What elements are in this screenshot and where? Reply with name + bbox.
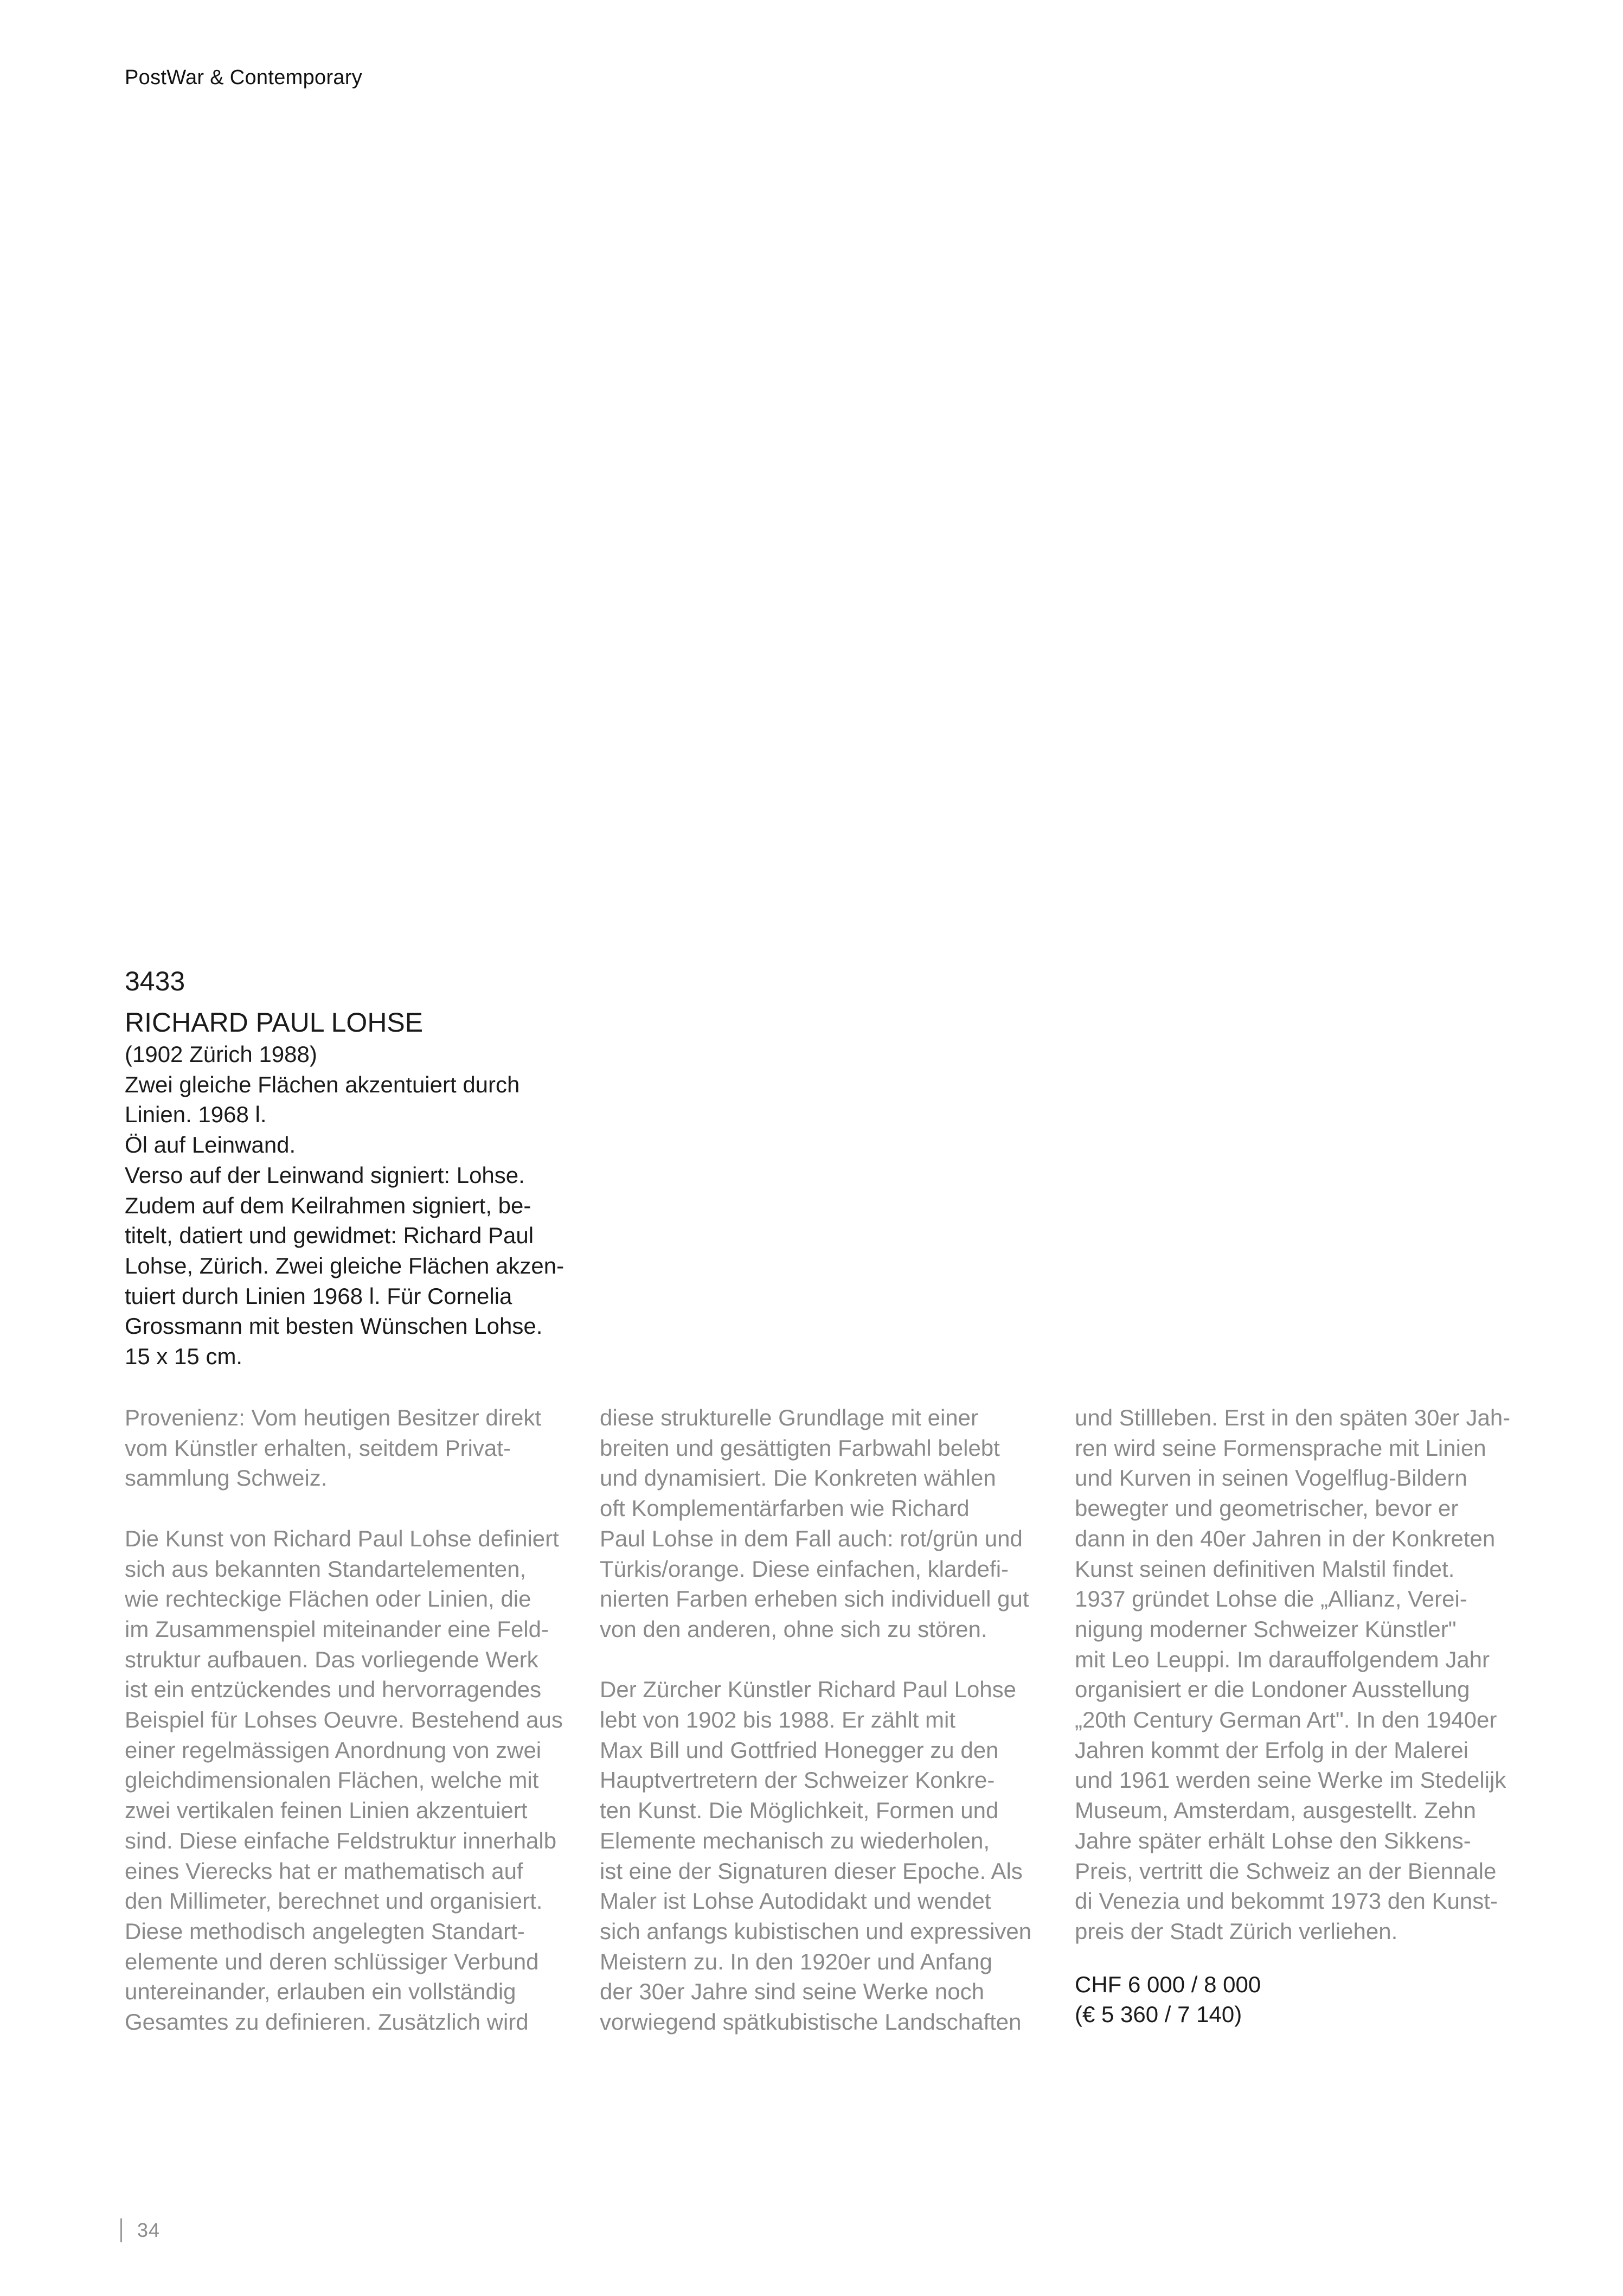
price-chf: CHF 6 000 / 8 000 (1075, 1971, 1261, 1997)
text-line: di Venezia und bekommt 1973 den Kunst- (1075, 1888, 1498, 1914)
text-line: und dynamisiert. Die Konkreten wählen (600, 1465, 996, 1491)
artist-name: RICHARD PAUL LOHSE (125, 1007, 424, 1038)
text-line: Jahre später erhält Lohse den Sikkens- (1075, 1827, 1471, 1853)
text-line: Türkis/orange. Diese einfachen, klardefi- (600, 1556, 1009, 1582)
detail-line: Zwei gleiche Flächen akzentuiert durch (125, 1071, 520, 1097)
detail-line: 15 x 15 cm. (125, 1344, 243, 1370)
text-line: gleichdimensionalen Flächen, welche mit (125, 1767, 539, 1793)
text-column-2 (600, 1403, 1055, 2037)
text-line: nigung moderner Schweizer Künstler" (1075, 1616, 1457, 1642)
text-line: mit Leo Leuppi. Im darauffolgendem Jahr (1075, 1646, 1490, 1672)
text-line: Jahren kommt der Erfolg in der Malerei (1075, 1737, 1468, 1763)
text-line: sind. Diese einfache Feldstruktur innerhalb (125, 1827, 557, 1853)
text-line: und Stillleben. Erst in den späten 30er Jah- (1075, 1405, 1511, 1430)
page-number: 34 (137, 2219, 161, 2241)
text-line: zwei vertikalen feinen Linien akzentuiert (125, 1798, 528, 1824)
detail-line: Öl auf Leinwand. (125, 1132, 296, 1158)
paragraph-gap (600, 1645, 1055, 1675)
text-line: sammlung Schweiz. (125, 1465, 328, 1491)
text-line: Hauptvertretern der Schweizer Konkre- (600, 1767, 995, 1793)
text-line: „20th Century German Art". In den 1940er (1075, 1707, 1497, 1733)
detail-line: titelt, datiert und gewidmet: Richard Paul (125, 1223, 534, 1249)
text-line: Provenienz: Vom heutigen Besitzer direkt (125, 1405, 542, 1430)
text-line: den Millimeter, berechnet und organisiert. (125, 1888, 543, 1914)
text-line: 1937 gründet Lohse die „Allianz, Verei- (1075, 1586, 1467, 1612)
text-line: diese strukturelle Grundlage mit einer (600, 1405, 979, 1430)
description-paragraph (600, 1403, 1055, 1645)
text-column-3 (1075, 1403, 1530, 2030)
text-line: sich aus bekannten Standartelementen, (125, 1556, 527, 1582)
text-line: ist eine der Signaturen dieser Epoche. Als (600, 1858, 1023, 1884)
detail-line: Linien. 1968 l. (125, 1102, 267, 1128)
text-column-1 (125, 1403, 580, 2037)
text-line: im Zusammenspiel miteinander eine Feld- (125, 1616, 549, 1642)
text-line: untereinander, erlauben ein vollständig (125, 1979, 516, 2005)
text-line: dann in den 40er Jahren in der Konkreten (1075, 1525, 1496, 1551)
page-footer (120, 2218, 160, 2242)
text-line: organisiert er die Londoner Ausstellung (1075, 1677, 1470, 1703)
text-line: Paul Lohse in dem Fall auch: rot/grün und (600, 1525, 1023, 1551)
text-line: Museum, Amsterdam, ausgestellt. Zehn (1075, 1798, 1476, 1824)
text-line: Der Zürcher Künstler Richard Paul Lohse (600, 1677, 1017, 1703)
text-line: nierten Farben erheben sich individuell gut (600, 1586, 1029, 1612)
text-line: Gesamtes zu definieren. Zusätzlich wird (125, 2009, 529, 2035)
text-line: Max Bill und Gottfried Honegger zu den (600, 1737, 999, 1763)
provenance (125, 1403, 580, 1493)
text-line: Die Kunst von Richard Paul Lohse definiert (125, 1525, 559, 1551)
text-line: sich anfangs kubistischen und expressiven (600, 1918, 1032, 1944)
text-line: Meistern zu. In den 1920er und Anfang (600, 1948, 992, 1974)
text-line: breiten und gesättigten Farbwahl belebt (600, 1435, 1000, 1461)
price-estimate (1075, 1969, 1530, 2030)
lot-details (125, 1039, 602, 1372)
text-line: und Kurven in seinen Vogelflug-Bildern (1075, 1465, 1467, 1491)
text-line: Kunst seinen definitiven Malstil findet. (1075, 1556, 1455, 1582)
section-title: PostWar & Contemporary (125, 66, 363, 89)
detail-line: Zudem auf dem Keilrahmen signiert, be- (125, 1192, 531, 1218)
price-eur: (€ 5 360 / 7 140) (1075, 2001, 1242, 2028)
text-line: eines Vierecks hat er mathematisch auf (125, 1858, 523, 1884)
text-line: struktur aufbauen. Das vorliegende Werk (125, 1646, 538, 1672)
text-line: bewegter und geometrischer, bevor er (1075, 1495, 1459, 1521)
text-line: ren wird seine Formensprache mit Linien (1075, 1435, 1486, 1461)
text-line: Preis, vertritt die Schweiz an der Biennale (1075, 1858, 1497, 1884)
biography-paragraph (1075, 1403, 1530, 1947)
text-line: ist ein entzückendes und hervorragendes (125, 1677, 542, 1703)
text-line: vom Künstler erhalten, seitdem Privat- (125, 1435, 511, 1461)
text-line: preis der Stadt Zürich verliehen. (1075, 1918, 1398, 1944)
text-line: ten Kunst. Die Möglichkeit, Formen und (600, 1798, 999, 1824)
description-paragraph (125, 1524, 580, 2037)
biography-paragraph (600, 1674, 1055, 2037)
lot-block (125, 964, 602, 1372)
text-line: Elemente mechanisch zu wiederholen, (600, 1827, 990, 1853)
text-line: einer regelmässigen Anordnung von zwei (125, 1737, 542, 1763)
text-line: oft Komplementärfarben wie Richard (600, 1495, 970, 1521)
text-line: Beispiel für Lohses Oeuvre. Bestehend aus (125, 1707, 563, 1733)
detail-line: tuiert durch Linien 1968 l. Für Cornelia (125, 1283, 512, 1309)
text-line: Maler ist Lohse Autodidakt und wendet (600, 1888, 991, 1914)
text-line: von den anderen, ohne sich zu stören. (600, 1616, 987, 1642)
text-line: und 1961 werden seine Werke im Stedelijk (1075, 1767, 1506, 1793)
text-line: wie rechteckige Flächen oder Linien, die (125, 1586, 531, 1612)
text-line: elemente und deren schlüssiger Verbund (125, 1948, 539, 1974)
detail-line: Lohse, Zürich. Zwei gleiche Flächen akzen- (125, 1252, 564, 1278)
text-line: lebt von 1902 bis 1988. Er zählt mit (600, 1707, 956, 1733)
text-line: vorwiegend spätkubistische Landschaften (600, 2009, 1022, 2035)
detail-line: Grossmann mit besten Wünschen Lohse. (125, 1313, 543, 1339)
lot-number: 3433 (125, 966, 185, 996)
paragraph-gap (125, 1493, 580, 1524)
detail-line: (1902 Zürich 1988) (125, 1041, 317, 1067)
detail-line: Verso auf der Leinwand signiert: Lohse. (125, 1162, 525, 1188)
footer-divider (120, 2218, 122, 2242)
text-line: der 30er Jahre sind seine Werke noch (600, 1979, 984, 2005)
text-line: Diese methodisch angelegten Standart- (125, 1918, 525, 1944)
